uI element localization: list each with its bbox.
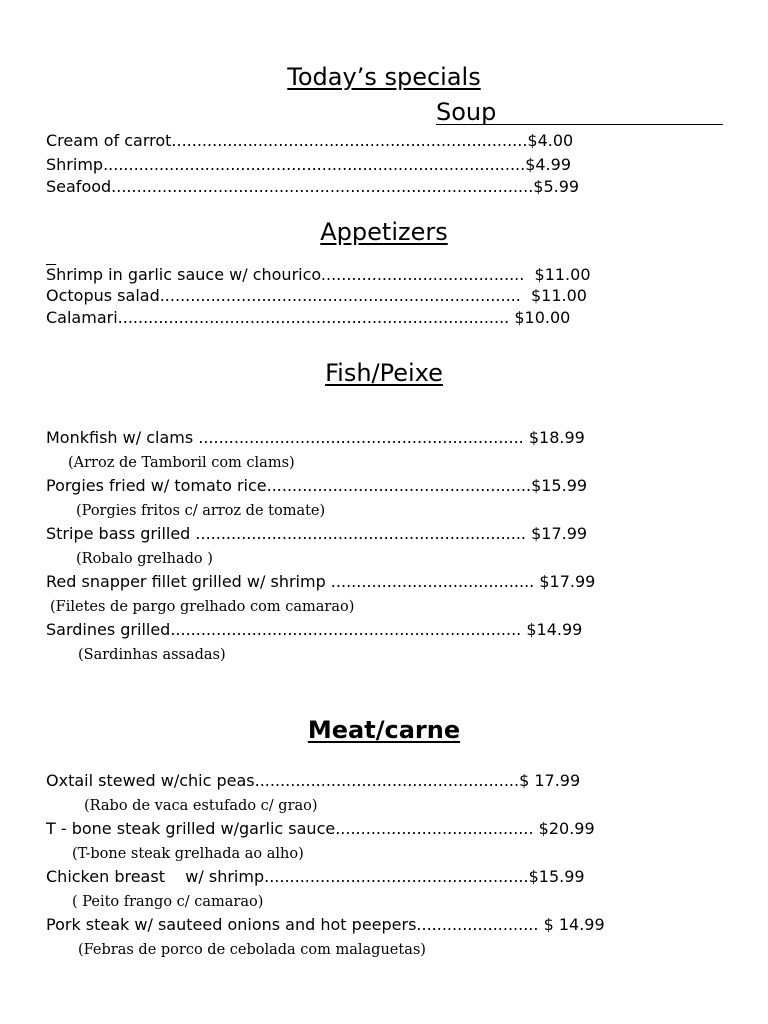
meat-item-t-bone: T - bone steak grilled w/garlic sauce....................................... $20.99 [46, 819, 595, 838]
appetizer-item-shrimp-garlic [46, 265, 591, 285]
appetizers-heading: Appetizers [320, 218, 448, 246]
fish-item-porgies: Porgies fried w/ tomato rice....................................................$15.99 [46, 476, 588, 495]
page-title: Today’s specials [287, 63, 481, 91]
fish-item-monkfish: Monkfish w/ clams ................................................................ $18.99 [46, 428, 585, 447]
appetizer-item-rest: hrimp in garlic sauce w/ chourico........................................ $11.00 [56, 265, 591, 284]
fish-item-sardines: Sardines grilled..................................................................... $14.99 [46, 620, 583, 639]
fish-item-red-snapper: Red snapper fillet grilled w/ shrimp ........................................ $17.99 [46, 572, 596, 591]
fish-item-stripe-bass-translation: (Robalo grelhado ) [76, 551, 213, 567]
meat-item-pork-steak-translation: (Febras de porco de cebolada com malaguetas) [78, 942, 426, 958]
meat-heading: Meat/carne [307, 716, 461, 744]
fish-item-red-snapper-translation: (Filetes de pargo grelhado com camarao) [50, 599, 355, 615]
fish-item-monkfish-translation: (Arroz de Tamboril com clams) [68, 455, 295, 471]
soup-item-seafood: Seafood...................................................................................$5.99 [46, 177, 580, 196]
meat-item-oxtail-translation: (Rabo de vaca estufado c/ grao) [84, 798, 318, 814]
fish-item-porgies-translation: (Porgies fritos c/ arroz de tomate) [76, 503, 326, 519]
appetizer-item-octopus-salad: Octopus salad....................................................................... $11.00 [46, 286, 587, 305]
meat-item-pork-steak: Pork steak w/ sauteed onions and hot peepers........................ $ 14.99 [46, 915, 605, 934]
soup-item-shrimp: Shrimp...................................................................................$4.99 [46, 155, 571, 174]
fish-heading: Fish/Peixe [325, 359, 443, 387]
meat-item-chicken-breast: Chicken breast w/ shrimp....................................................$15.99 [46, 867, 585, 886]
soup-heading: Soup [436, 100, 723, 125]
fish-item-sardines-translation: (Sardinhas assadas) [78, 647, 226, 663]
meat-item-t-bone-translation: (T-bone steak grelhada ao alho) [72, 846, 304, 862]
fish-item-stripe-bass: Stripe bass grilled ................................................................. $17.99 [46, 524, 588, 543]
appetizer-item-calamari: Calamari............................................................................. $10.00 [46, 308, 571, 327]
meat-item-oxtail: Oxtail stewed w/chic peas....................................................$ 17.99 [46, 771, 581, 790]
meat-item-chicken-breast-translation: ( Peito frango c/ camarao) [72, 894, 264, 910]
appetizer-item-first-letter: $\overline{S}$ [46, 265, 57, 284]
soup-item-cream-of-carrot: Cream of carrot......................................................................$4.00 [46, 131, 574, 150]
